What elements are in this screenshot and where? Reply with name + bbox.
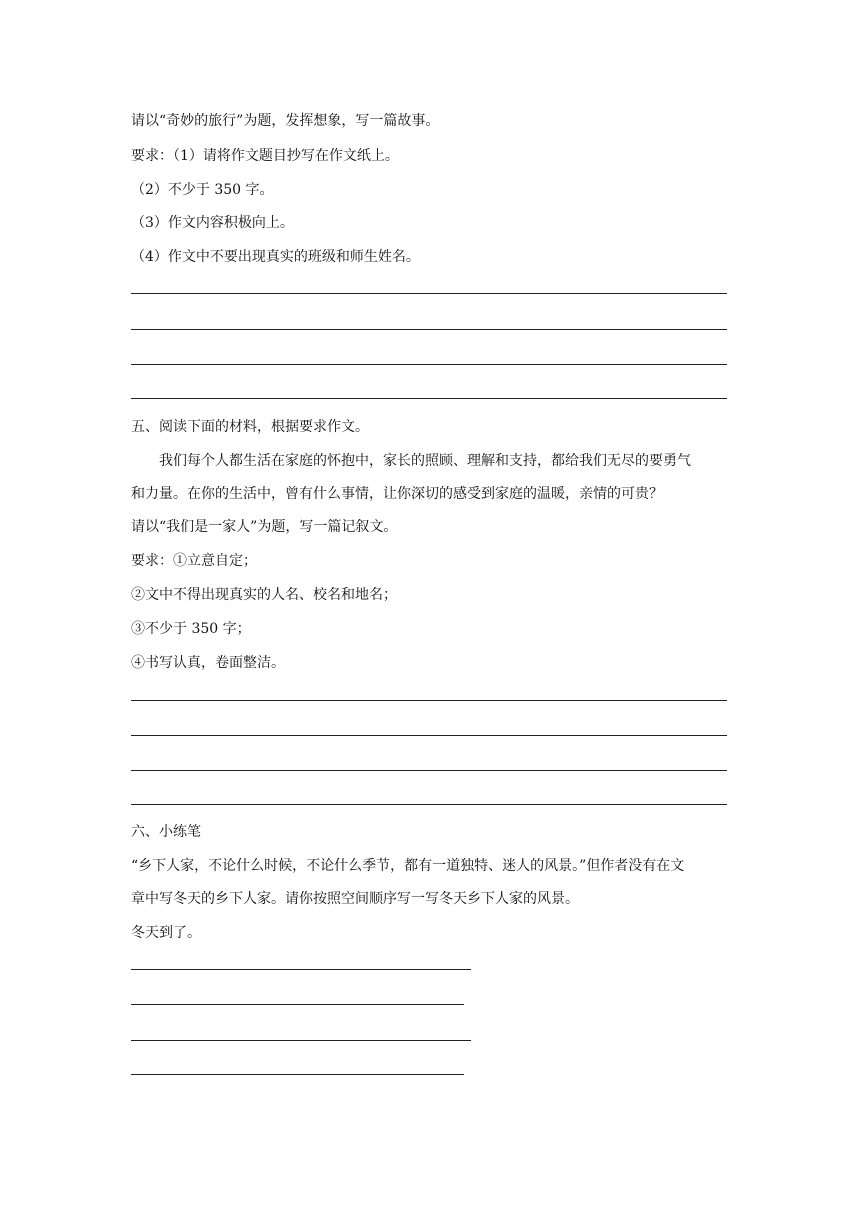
section4-requirement-3: （3）作文内容积极向上。 [131,215,294,231]
answer-line [131,1074,464,1075]
section5-paragraph-line: 我们每个人都生活在家庭的怀抱中，家长的照顾、理解和支持，都给我们无尽的要勇气 [159,453,691,469]
section5-paragraph-line: 和力量。在你的生活中，曾有什么事情，让你深切的感受到家庭的温暖，亲情的可贵？ [131,486,663,502]
answer-line [131,1004,464,1005]
section4-prompt: 请以“奇妙的旅行”为题，发挥想象，写一篇故事。 [131,113,440,129]
answer-line [131,969,471,970]
answer-line [131,329,727,330]
answer-line [131,364,727,365]
section6-start-sentence: 冬天到了。 [131,925,201,941]
section6-paragraph-line: 章中写冬天的乡下人家。请你按照空间顺序写一写冬天乡下人家的风景。 [131,891,579,907]
section4-requirement-2: （2）不少于 350 字。 [131,182,274,198]
section5-requirement-3: ③不少于 350 字； [131,621,251,637]
answer-line [131,700,727,701]
answer-line [131,398,727,399]
section5-requirement-4: ④书写认真，卷面整洁。 [131,655,285,671]
section5-heading: 五、阅读下面的材料，根据要求作文。 [131,419,369,435]
answer-line [131,293,727,294]
section5-requirement-2: ②文中不得出现真实的人名、校名和地名； [131,587,397,603]
answer-line [131,770,727,771]
section4-requirement-4: （4）作文中不要出现真实的班级和师生姓名。 [131,249,420,265]
section4-requirement-1: 要求：（1）请将作文题目抄写在作文纸上。 [131,148,399,164]
answer-line [131,1040,471,1041]
section6-heading: 六、小练笔 [131,824,201,840]
answer-line [131,735,727,736]
section5-prompt: 请以“我们是一家人”为题，写一篇记叙文。 [131,519,398,535]
section6-paragraph-line: “乡下人家，不论什么时候，不论什么季节，都有一道独特、迷人的风景。”但作者没有在文 [131,858,685,874]
section5-requirement-1: 要求：①立意自定； [131,553,257,569]
answer-line [131,804,727,805]
